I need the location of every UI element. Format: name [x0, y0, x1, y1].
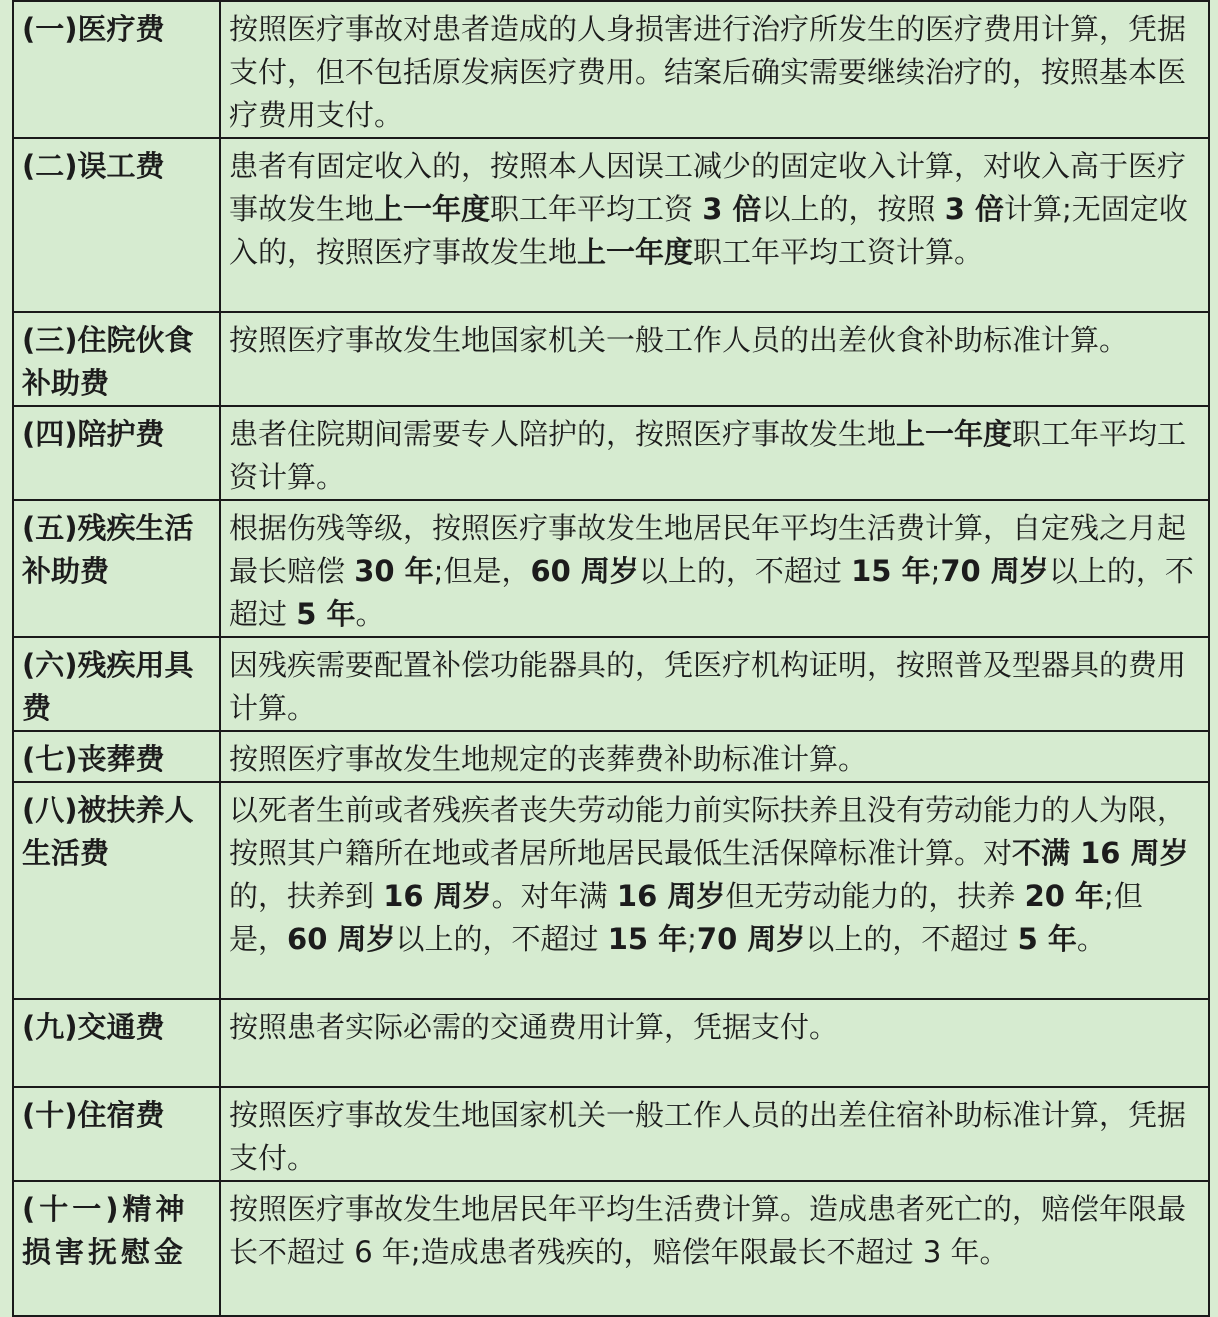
body-text: 按照医疗事故对患者造成的人身损害进行治疗所发生的医疗费用计算，凭据支付，但不包括原发病医疗费用。结案后确实需要继续治疗的，按照基本医疗费用支付。 — [229, 12, 1187, 132]
emphasis-text: 16 周岁 — [383, 879, 492, 913]
body-text: ;但是， — [433, 554, 531, 588]
body-text: 患者住院期间需要专人陪护的，按照医疗事故发生地 — [229, 417, 897, 451]
body-text: ; — [930, 554, 941, 588]
table-row — [13, 782, 1209, 999]
body-text: 按照患者实际必需的交通费用计算，凭据支付。 — [229, 1010, 839, 1044]
body-text: 。 — [1076, 922, 1106, 956]
emphasis-text: 16 周岁 — [616, 879, 726, 913]
emphasis-text: 60 周岁 — [530, 554, 639, 588]
emphasis-text: 15 年 — [607, 922, 688, 956]
emphasis-text: 上一年度 — [896, 417, 1013, 451]
body-text: 的，扶养到 — [229, 879, 384, 913]
fee-desc-cell — [220, 1, 1209, 138]
fee-desc-cell — [220, 1087, 1209, 1181]
body-text: 以上的，不超过 — [805, 922, 1018, 956]
body-text: 。对年满 — [491, 879, 617, 913]
emphasis-text: 30 年 — [354, 554, 434, 588]
fee-name-cell: (五)残疾生活补助费 — [13, 500, 220, 637]
fee-desc-cell — [220, 1181, 1209, 1316]
emphasis-text: 70 周岁 — [696, 922, 806, 956]
fee-desc-cell — [220, 999, 1209, 1087]
emphasis-text: 不满 16 周岁 — [1012, 836, 1189, 870]
body-text: ; — [687, 922, 697, 956]
fee-name-cell: (十)住宿费 — [13, 1087, 220, 1181]
compensation-table — [12, 0, 1210, 1317]
emphasis-text: 5 年 — [1017, 922, 1077, 956]
fee-desc-cell — [220, 312, 1209, 406]
body-text: 按照医疗事故发生地居民年平均生活费计算。造成患者死亡的，赔偿年限最长不超过 6 年;造成患者残疾的，赔偿年限最长不超过 3 年。 — [229, 1192, 1187, 1269]
table-row — [13, 999, 1209, 1087]
fee-name-cell: (六)残疾用具费 — [13, 637, 220, 731]
emphasis-text: 60 周岁 — [287, 922, 396, 956]
fee-name-cell: (四)陪护费 — [13, 406, 220, 500]
body-text: 职工年平均工资计算。 — [229, 417, 1187, 494]
fee-desc-cell — [220, 138, 1209, 312]
body-text: 患者有固定收入的，按照本人因误工减少的固定收入计算，对收入高于医疗事故发生地 — [229, 149, 1187, 226]
body-text: ;但是， — [229, 879, 1143, 956]
body-text: 但无劳动能力的，扶养 — [725, 879, 1025, 913]
fee-name-cell: (一)医疗费 — [13, 1, 220, 138]
body-text: 按照医疗事故发生地国家机关一般工作人员的出差住宿补助标准计算，凭据支付。 — [229, 1098, 1187, 1175]
table-row — [13, 637, 1209, 731]
table-row — [13, 500, 1209, 637]
emphasis-text: 5 年 — [296, 597, 356, 631]
body-text: 以死者生前或者残疾者丧失劳动能力前实际扶养且没有劳动能力的人为限，按照其户籍所在地或者居所地居民最低生活保障标准计算。对 — [229, 793, 1187, 870]
fee-desc-cell — [220, 782, 1209, 999]
body-text: 职工年平均工资 — [490, 192, 703, 226]
body-text: 按照医疗事故发生地规定的丧葬费补助标准计算。 — [229, 742, 868, 776]
emphasis-text: 上一年度 — [577, 235, 694, 269]
table-row — [13, 138, 1209, 312]
body-text: 因残疾需要配置补偿功能器具的，凭医疗机构证明，按照普及型器具的费用计算。 — [229, 648, 1187, 725]
table-row — [13, 1087, 1209, 1181]
fee-desc-cell — [220, 637, 1209, 731]
fee-name-cell: (七)丧葬费 — [13, 731, 220, 782]
body-text: 按照医疗事故发生地国家机关一般工作人员的出差伙食补助标准计算。 — [229, 323, 1129, 357]
fee-name-cell: (三)住院伙食补助费 — [13, 312, 220, 406]
body-text: 以上的，不超过 — [638, 554, 852, 588]
table-row — [13, 731, 1209, 782]
fee-desc-cell — [220, 500, 1209, 637]
fee-name-cell: (九)交通费 — [13, 999, 220, 1087]
body-text: 职工年平均工资计算。 — [693, 235, 984, 269]
table-row — [13, 1, 1209, 138]
table-row — [13, 312, 1209, 406]
emphasis-text: 20 年 — [1024, 879, 1105, 913]
emphasis-text: 3 倍 — [702, 192, 762, 226]
emphasis-text: 70 周岁 — [940, 554, 1049, 588]
body-text: 以上的，按照 — [761, 192, 945, 226]
body-text: 以上的，不超过 — [395, 922, 608, 956]
fee-name-cell: (十一)精神损害抚慰金 — [13, 1181, 220, 1316]
table-row — [13, 1181, 1209, 1316]
fee-desc-cell — [220, 406, 1209, 500]
emphasis-text: 15 年 — [851, 554, 931, 588]
fee-name-cell: (八)被扶养人生活费 — [13, 782, 220, 999]
table-row — [13, 406, 1209, 500]
body-text: 计算;无固定收入的，按照医疗事故发生地 — [229, 192, 1188, 269]
body-text: 。 — [355, 597, 385, 631]
fee-desc-cell — [220, 731, 1209, 782]
body-text: 根据伤残等级，按照医疗事故发生地居民年平均生活费计算，自定残之月起最长赔偿 — [229, 511, 1187, 588]
body-text: 以上的，不超过 — [229, 554, 1194, 631]
emphasis-text: 3 倍 — [944, 192, 1005, 226]
fee-name-cell: (二)误工费 — [13, 138, 220, 312]
emphasis-text: 上一年度 — [374, 192, 491, 226]
